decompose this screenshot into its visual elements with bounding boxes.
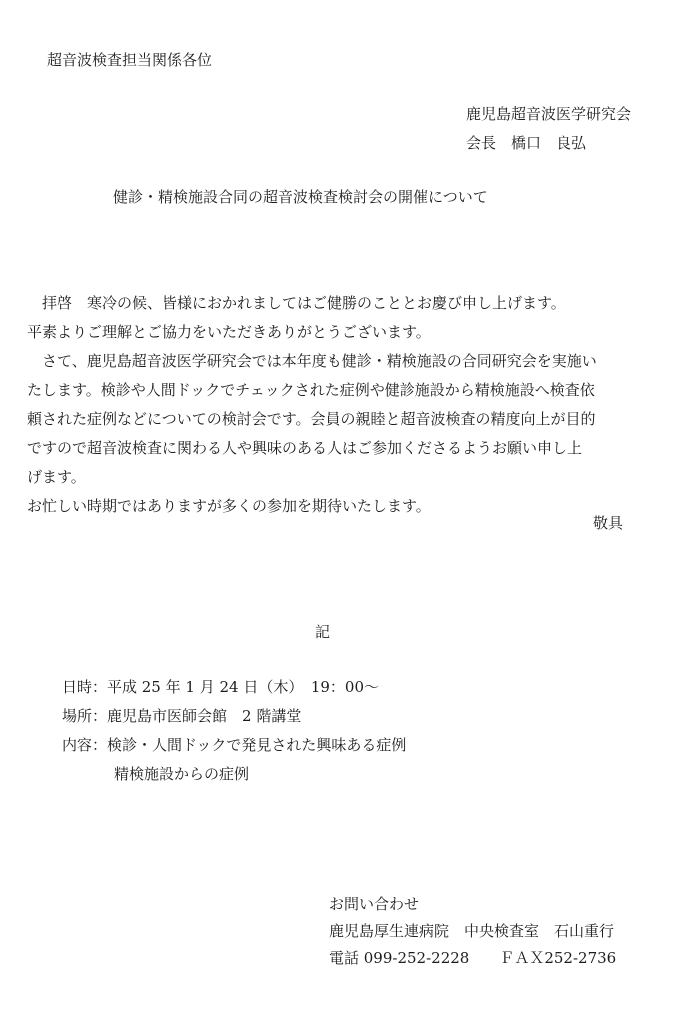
contact-phone-fax <box>329 951 616 978</box>
contact-hospital: 鹿児島厚生連病院 中央検査室 石山重行 <box>329 922 615 940</box>
detail-datetime: 日時：平成 25 年 1 月 24 日（木） 19：00～ <box>62 678 380 696</box>
detail-content: 内容：検診・人間ドックで発見された興味ある症例 <box>62 736 407 754</box>
body-line: げます。 <box>27 468 86 486</box>
body-line: 拝啓 寒冷の候、皆様におかれましてはご健勝のこととお慶び申し上げます。 <box>27 294 566 312</box>
detail-content-continued: 精検施設からの症例 <box>114 765 250 783</box>
ki-heading: 記 <box>315 623 331 641</box>
contact-block <box>329 897 616 978</box>
document-subject: 健診・精検施設合同の超音波検査検討会の開催について <box>113 188 488 206</box>
sender-president: 会長 橋口 良弘 <box>466 134 587 152</box>
recipient-line: 超音波検査担当関係各位 <box>47 51 213 69</box>
contact-tel: 電話 099-252-2228 <box>329 949 470 967</box>
contact-heading: お問い合わせ <box>329 895 420 913</box>
letter-body <box>27 296 667 528</box>
body-line: さて、鹿児島超音波医学研究会では本年度も健診・精検施設の合同研究会を実施い <box>27 352 597 370</box>
detail-place: 場所：鹿児島市医師会館 2 階講堂 <box>62 707 302 725</box>
sender-organization: 鹿児島超音波医学研究会 <box>466 105 632 123</box>
body-line: お忙しい時期ではありますが多くの参加を期待いたします。 <box>27 497 431 515</box>
body-line: 平素よりご理解とご協力をいただきありがとうございます。 <box>27 323 431 341</box>
event-details <box>62 680 406 796</box>
body-line: たします。検診や人間ドックでチェックされた症例や健診施設から精検施設へ検査依 <box>27 381 595 399</box>
body-line: 頼された症例などについての検討会です。会員の親睦と超音波検査の精度向上が目的 <box>27 410 596 428</box>
contact-fax: ＦＡＸ252-2736 <box>499 949 617 967</box>
closing-keigu: 敬具 <box>593 514 624 532</box>
body-line: ですので超音波検査に関わる人や興味のある人はご参加くださるようお願い申し上 <box>27 439 583 457</box>
